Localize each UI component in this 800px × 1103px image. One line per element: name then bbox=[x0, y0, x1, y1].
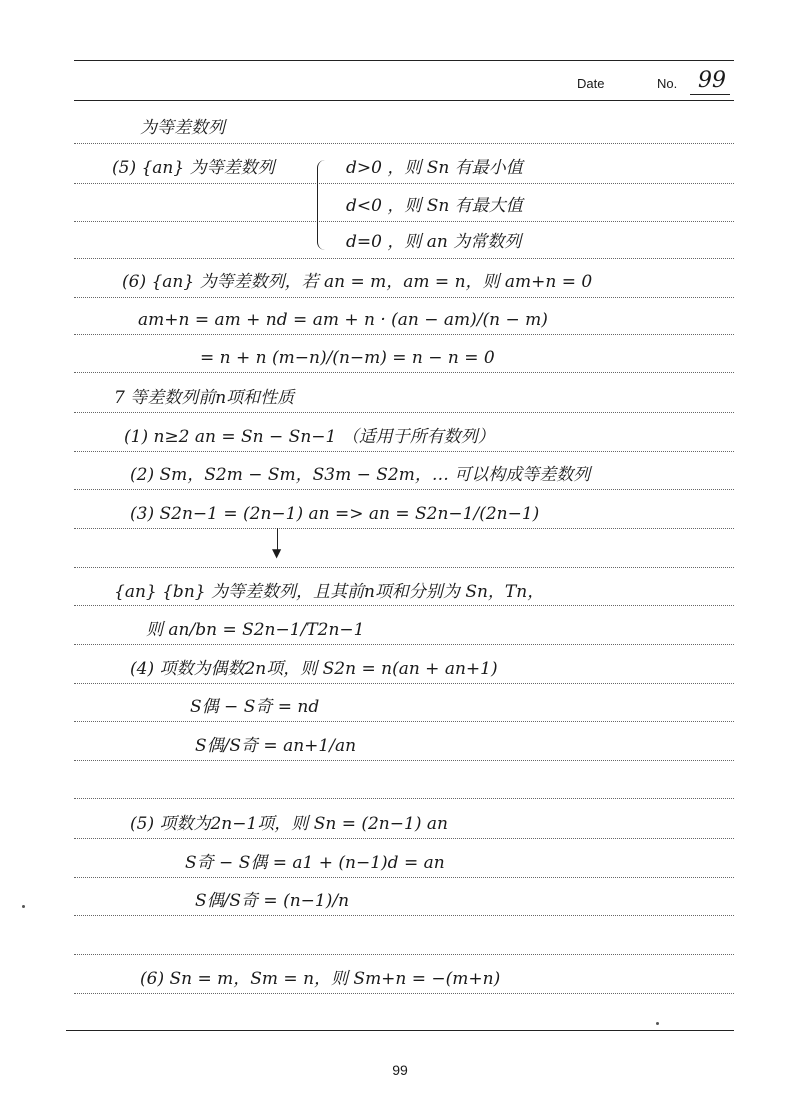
page-no-value: 99 bbox=[698, 68, 726, 93]
note-line: (4) 项数为偶数2n项，则 S2n = n(an + an+1) bbox=[130, 659, 498, 679]
page-no-underline bbox=[690, 94, 730, 95]
note-line: (5) {an} 为等差数列 bbox=[112, 158, 275, 178]
page-no-label: No. bbox=[657, 76, 678, 91]
section-heading: 7 等差数列前n项和性质 bbox=[114, 388, 295, 408]
ruled-line bbox=[74, 334, 734, 335]
note-line: (2) Sm，S2m − Sm，S3m − S2m，… 可以构成等差数列 bbox=[130, 465, 591, 485]
header-rule bbox=[74, 100, 734, 101]
ruled-line bbox=[74, 798, 734, 799]
ruled-line bbox=[74, 915, 734, 916]
ruled-line bbox=[74, 451, 734, 452]
ruled-line bbox=[74, 993, 734, 994]
ruled-line bbox=[74, 143, 734, 144]
bottom-rule bbox=[66, 1030, 734, 1031]
note-line: (1) n≥2 an = Sn − Sn−1 （适用于所有数列） bbox=[124, 427, 495, 447]
ruled-line bbox=[74, 954, 734, 955]
date-label: Date bbox=[577, 76, 605, 91]
note-line: S奇 − S偶 = a1 + (n−1)d = an bbox=[185, 853, 445, 873]
ruled-line bbox=[74, 221, 734, 222]
footer-page-number: 99 bbox=[392, 1062, 408, 1078]
note-line: d=0 ，则 an 为常数列 bbox=[346, 232, 522, 252]
scan-speck bbox=[22, 905, 25, 908]
ruled-line bbox=[74, 297, 734, 298]
arrow-head-icon: ▼ bbox=[272, 546, 282, 560]
ruled-line bbox=[74, 372, 734, 373]
ruled-line bbox=[74, 721, 734, 722]
ruled-line bbox=[74, 412, 734, 413]
note-line: d<0 ，则 Sn 有最大值 bbox=[346, 196, 523, 216]
ruled-line bbox=[74, 528, 734, 529]
note-line: 为等差数列 bbox=[140, 118, 225, 138]
note-line: (6) Sn = m，Sm = n，则 Sm+n = −(m+n) bbox=[140, 969, 501, 989]
ruled-line bbox=[74, 683, 734, 684]
ruled-line bbox=[74, 567, 734, 568]
scan-speck bbox=[656, 1022, 659, 1025]
ruled-line bbox=[74, 489, 734, 490]
case-brace bbox=[317, 160, 328, 250]
ruled-line bbox=[74, 644, 734, 645]
ruled-line bbox=[74, 838, 734, 839]
note-line: S偶/S奇 = (n−1)/n bbox=[195, 891, 350, 911]
note-line: = n + n (m−n)/(n−m) = n − n = 0 bbox=[200, 348, 495, 368]
ruled-line bbox=[74, 183, 734, 184]
note-line: {an} {bn} 为等差数列，且其前n项和分别为 Sn，Tn， bbox=[114, 582, 545, 602]
note-line: S偶/S奇 = an+1/an bbox=[195, 736, 357, 756]
note-line: (3) S2n−1 = (2n−1) an => an = S2n−1/(2n−1) bbox=[130, 504, 540, 524]
ruled-line bbox=[74, 258, 734, 259]
top-rule bbox=[74, 60, 734, 61]
note-line: d>0 ，则 Sn 有最小值 bbox=[346, 158, 523, 178]
ruled-line bbox=[74, 760, 734, 761]
ruled-line bbox=[74, 877, 734, 878]
note-line: (5) 项数为2n−1项，则 Sn = (2n−1) an bbox=[130, 814, 448, 834]
ruled-line bbox=[74, 605, 734, 606]
note-line: S偶 − S奇 = nd bbox=[190, 697, 320, 717]
note-line: 则 an/bn = S2n−1/T2n−1 bbox=[146, 620, 365, 640]
note-line: am+n = am + nd = am + n · (an − am)/(n − m) bbox=[138, 310, 548, 330]
note-line: (6) {an} 为等差数列，若 an = m，am = n，则 am+n = 0 bbox=[122, 272, 593, 292]
